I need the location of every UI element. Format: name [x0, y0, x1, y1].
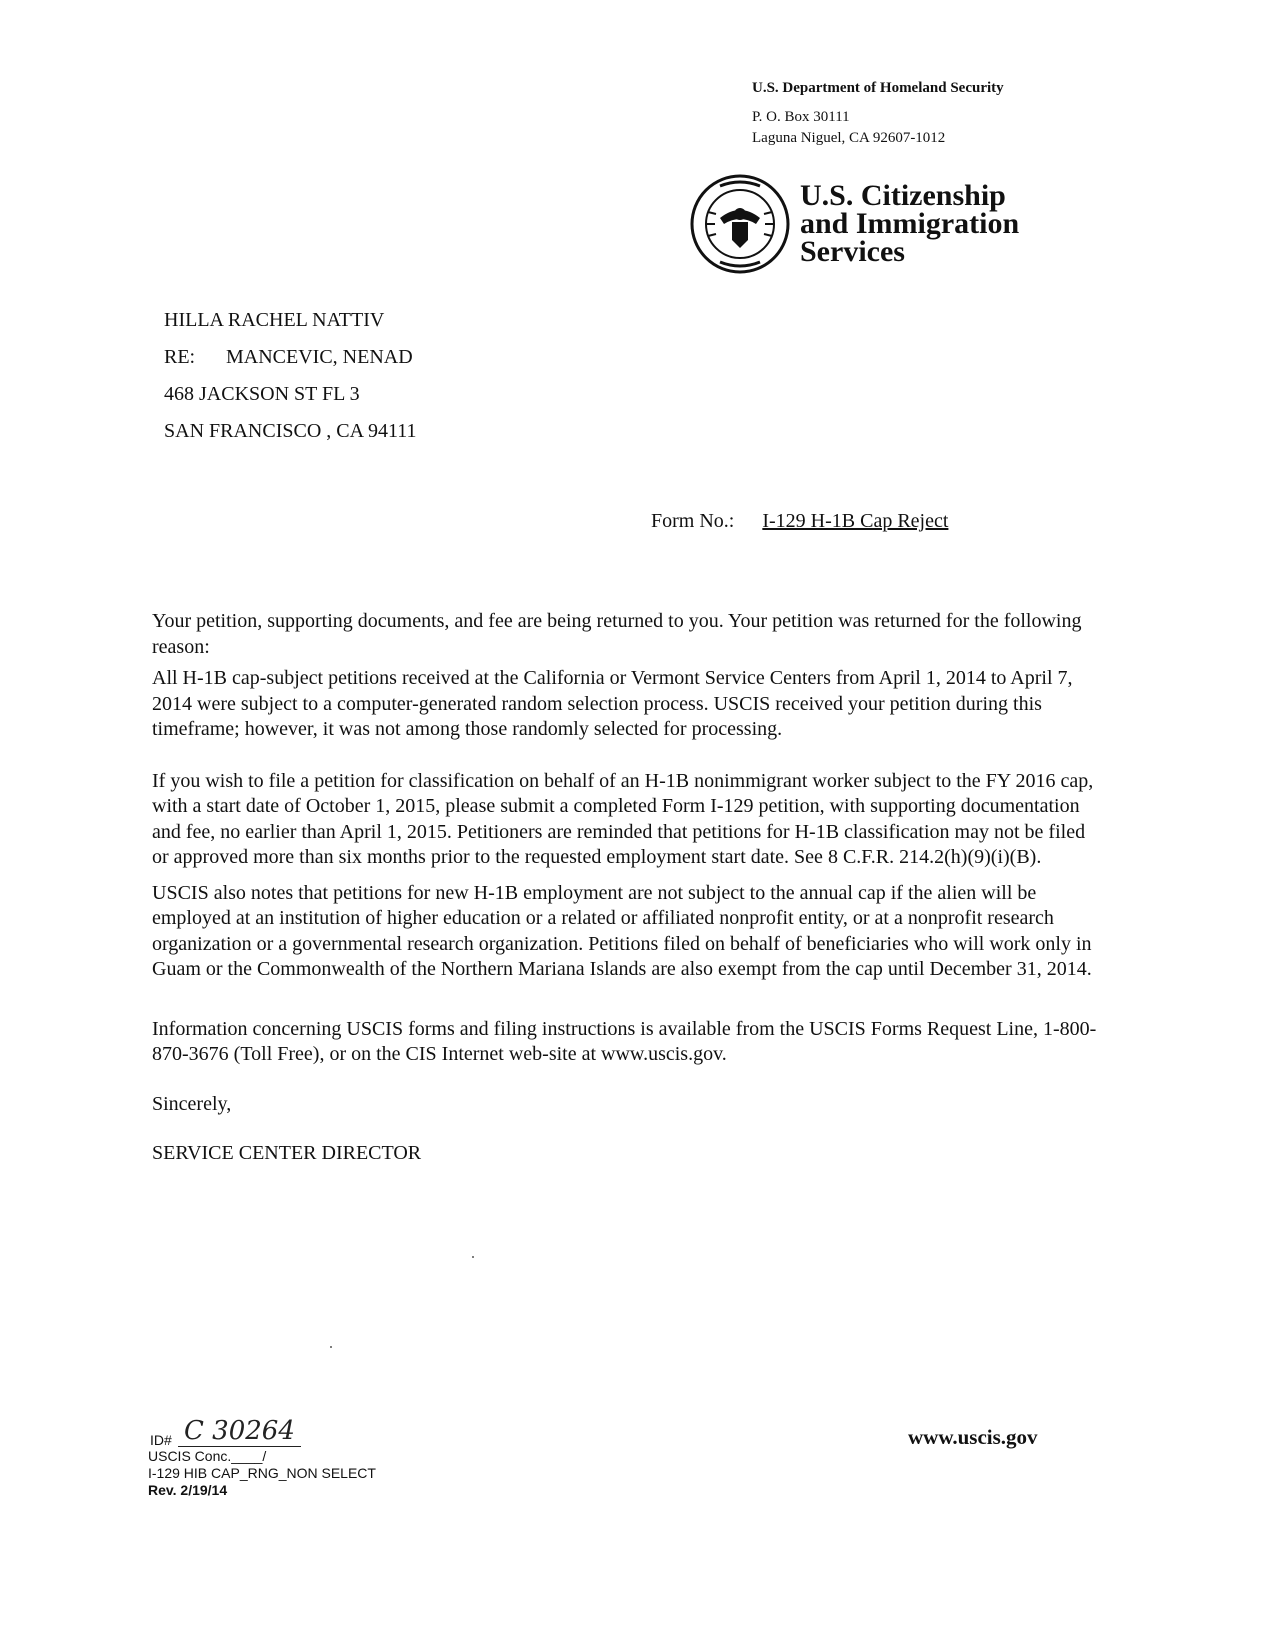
- recipient-city: SAN FRANCISCO , CA 94111: [164, 420, 417, 442]
- agency-line-2: and Immigration: [800, 207, 1020, 240]
- salutation: Sincerely,: [152, 1092, 232, 1115]
- re-label: RE:: [164, 346, 196, 368]
- signer-title: SERVICE CENTER DIRECTOR: [152, 1142, 422, 1164]
- agency-line-3: Services: [800, 235, 905, 268]
- letter-body: [152, 609, 1097, 1167]
- scan-speck: [330, 1346, 332, 1348]
- form-label: Form No.:: [651, 510, 735, 532]
- form-code-line: I-129 HIB CAP_RNG_NON SELECT: [148, 1465, 376, 1481]
- city-line: Laguna Niguel, CA 92607-1012: [752, 130, 946, 146]
- exempt-paragraph: USCIS also notes that petitions for new H-1B employment are not subject to the annual cap if the alien will be employed at an institution of higher education or a related or affiliated nonprofit entity, or at a nonprofit research organization or a governmental research organization. Petitions filed on behalf of beneficiaries who will work only in Guam or the Commonwealth of the Northern Mariana Islands are also exempt from the cap until December 31, 2014.: [152, 881, 1092, 980]
- revision-line: Rev. 2/19/14: [148, 1482, 228, 1498]
- po-box: P. O. Box 30111: [752, 109, 850, 125]
- info-paragraph: Information concerning USCIS forms and filing instructions is available from the USCIS Forms Request Line, 1-800-870-3676 (Toll Free), or on the CIS Internet web-site at www.uscis.gov.: [152, 1017, 1097, 1065]
- id-row: [148, 1416, 376, 1448]
- id-label: ID#: [150, 1432, 172, 1448]
- fy2016-paragraph: If you wish to file a petition for classification on behalf of an H-1B nonimmigrant worker subject to the FY 2016 cap, with a start date of October 1, 2015, please submit a completed Form I-129 petition, with supporting documentation and fee, no earlier than April 1, 2015. Petitioners are reminded that petitions for H-1B classification may not be filed or approved more than six months prior to the requested employment start date. See 8 C.F.R. 214.2(h)(9)(i)(B).: [152, 769, 1094, 868]
- form-number: [651, 510, 948, 533]
- footer-codes: [148, 1416, 376, 1499]
- conc-line: USCIS Conc.____/: [148, 1448, 267, 1464]
- re-line: [164, 339, 416, 376]
- id-handwritten: C 30264: [178, 1416, 301, 1447]
- reason-paragraph: All H-1B cap-subject petitions received at the California or Vermont Service Centers from April 1, 2014 to April 7, 2014 were subject to a computer-generated random selection process. USCIS received your petition during this timeframe; however, it was not among those randomly selected for processing.: [152, 667, 1073, 740]
- agency-name: [800, 179, 1020, 268]
- address-block: [752, 107, 945, 149]
- recipient-block: [164, 302, 416, 450]
- dhs-seal-icon: [690, 174, 790, 274]
- department-name: U.S. Department of Homeland Security: [752, 80, 1004, 96]
- intro-paragraph: Your petition, supporting documents, and fee are being returned to you. Your petition was returned for the following reason:: [152, 610, 1082, 658]
- website-footer: www.uscis.gov: [908, 1425, 1038, 1449]
- agency-line-1: U.S. Citizenship: [800, 179, 1006, 212]
- form-value: I-129 H-1B Cap Reject: [762, 510, 949, 532]
- recipient-street: 468 JACKSON ST FL 3: [164, 383, 360, 405]
- recipient-name: HILLA RACHEL NATTIV: [164, 309, 385, 331]
- scan-speck: [472, 1256, 474, 1258]
- re-value: MANCEVIC, NENAD: [226, 346, 413, 368]
